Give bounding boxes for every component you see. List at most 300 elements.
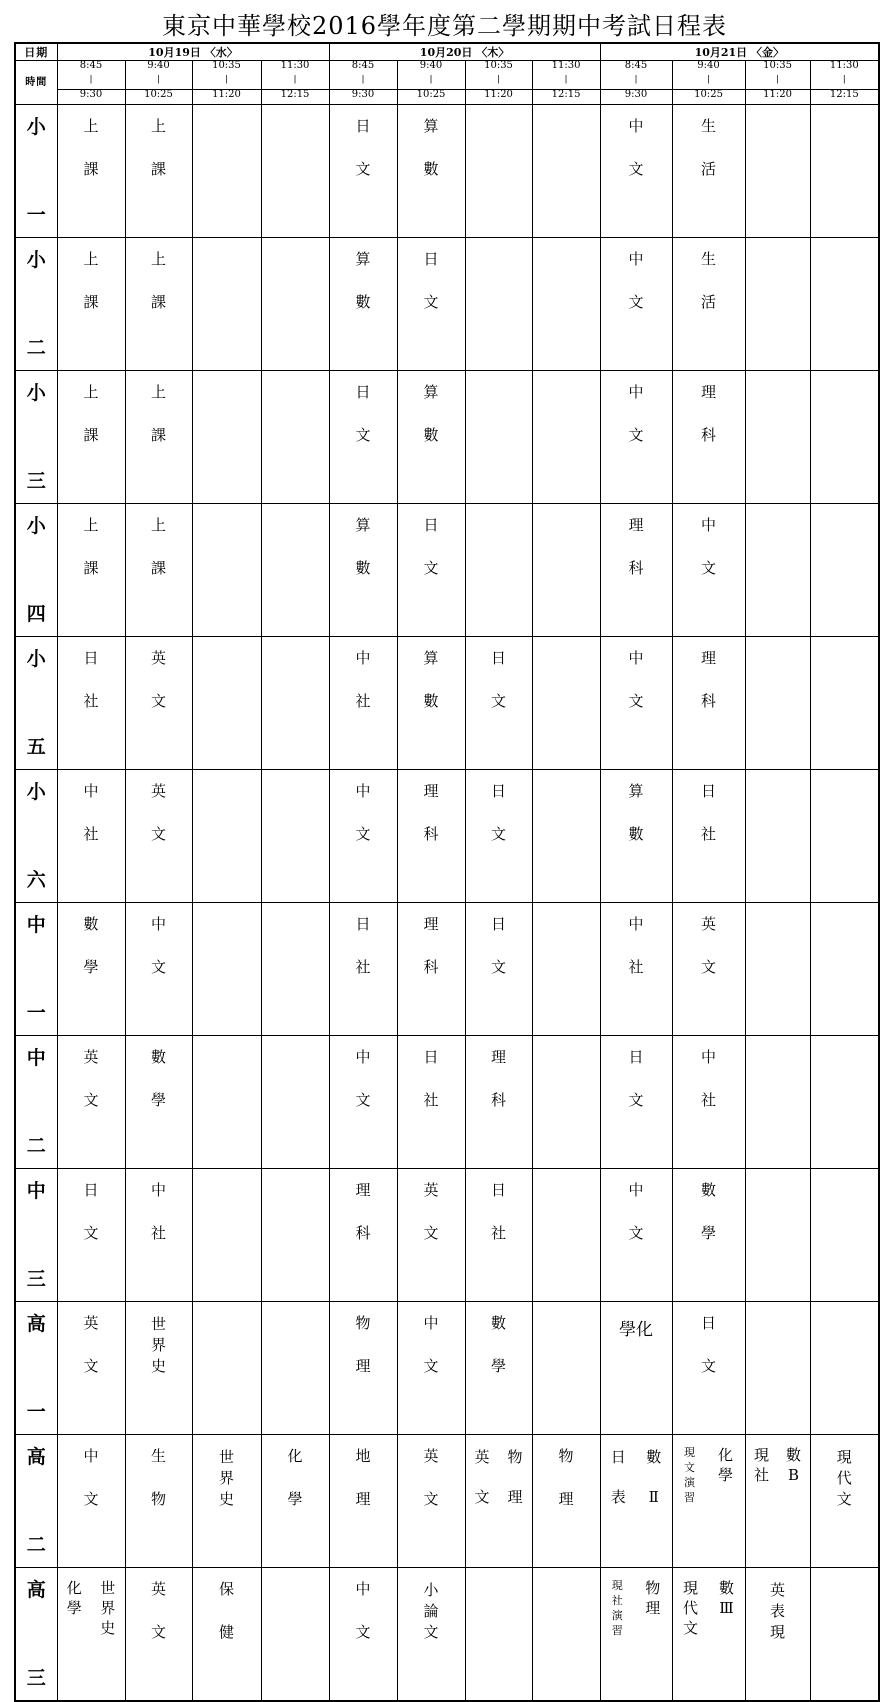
exam-subject-cell bbox=[261, 903, 329, 1036]
exam-subject-cell bbox=[810, 637, 879, 770]
page-title: 東京中華學校2016學年度第二學期期中考試日程表 bbox=[161, 12, 728, 40]
exam-subject-cell bbox=[745, 105, 810, 238]
split-subject-wrap bbox=[466, 1435, 532, 1567]
exam-subject-cell bbox=[672, 504, 745, 637]
split-subject-cell bbox=[600, 1435, 672, 1568]
exam-subject: 中 文 bbox=[628, 1181, 644, 1242]
exam-subject: 數 學 bbox=[150, 1048, 166, 1109]
grade-row bbox=[15, 1302, 879, 1435]
exam-subject: 保 健 bbox=[218, 1580, 234, 1641]
grade-label bbox=[15, 238, 57, 371]
exam-subject-cell bbox=[125, 903, 192, 1036]
exam-subject-cell bbox=[745, 637, 810, 770]
day-header-3: 10月21日 〈金〉 bbox=[600, 43, 879, 61]
exam-subject: 英 文 bbox=[474, 1448, 490, 1506]
grade-label bbox=[15, 637, 57, 770]
exam-subject-cell bbox=[600, 1169, 672, 1302]
time-tick-cell: | bbox=[261, 75, 329, 90]
exam-subject: 日 社 bbox=[491, 1181, 507, 1242]
split-subject-cell bbox=[600, 1568, 672, 1702]
exam-subject: 日 文 bbox=[491, 915, 507, 976]
exam-subject-cell bbox=[57, 770, 125, 903]
exam-subject: 英 文 bbox=[701, 915, 717, 976]
exam-subject-cell bbox=[600, 105, 672, 238]
grade-label bbox=[15, 1302, 57, 1435]
grade-label bbox=[15, 1169, 57, 1302]
exam-subject: 世 界 史 bbox=[218, 1448, 234, 1508]
split-subject-cell bbox=[465, 1435, 532, 1568]
exam-subject-cell bbox=[465, 1169, 532, 1302]
exam-subject: 世 界 史 bbox=[150, 1315, 166, 1375]
time-tick-cell: | bbox=[532, 75, 600, 90]
exam-subject: 中 社 bbox=[355, 649, 371, 710]
exam-subject-cell bbox=[397, 1169, 465, 1302]
exam-subject: 數 Ⅱ bbox=[646, 1448, 662, 1506]
exam-subject-cell bbox=[672, 770, 745, 903]
exam-subject: 學化 bbox=[619, 1320, 654, 1340]
exam-subject: 日 文 bbox=[628, 1048, 644, 1109]
exam-subject-cell bbox=[810, 770, 879, 903]
exam-subject-cell bbox=[125, 770, 192, 903]
time-tick-cell: | bbox=[397, 75, 465, 90]
exam-subject-cell bbox=[125, 1036, 192, 1169]
exam-subject-cell bbox=[192, 371, 261, 504]
exam-subject-cell bbox=[125, 1302, 192, 1435]
exam-subject: 日 文 bbox=[83, 1181, 99, 1242]
exam-subject-cell bbox=[600, 903, 672, 1036]
exam-subject-cell bbox=[810, 105, 879, 238]
exam-subject: 算 數 bbox=[355, 250, 371, 311]
exam-subject-cell bbox=[329, 1568, 397, 1702]
end-time-cell: 10:25 bbox=[397, 90, 465, 105]
exam-subject: 數 學 bbox=[491, 1314, 507, 1375]
exam-subject: 中 文 bbox=[701, 516, 717, 577]
exam-subject-cell bbox=[192, 1435, 261, 1568]
exam-subject: 中 文 bbox=[355, 1048, 371, 1109]
split-subject-cell bbox=[672, 1435, 745, 1568]
grade-label bbox=[15, 371, 57, 504]
exam-subject-cell bbox=[532, 770, 600, 903]
exam-subject-cell bbox=[192, 1036, 261, 1169]
exam-subject-cell bbox=[600, 1302, 672, 1435]
exam-subject-cell bbox=[125, 1568, 192, 1702]
exam-subject: 中 文 bbox=[150, 915, 166, 976]
exam-subject-cell bbox=[397, 770, 465, 903]
exam-subject-cell bbox=[57, 1435, 125, 1568]
split-subject-wrap bbox=[673, 1435, 745, 1567]
day-header-1: 10月19日 〈水〉 bbox=[57, 43, 329, 61]
grade-label bbox=[15, 1036, 57, 1169]
split-subject-wrap bbox=[673, 1568, 745, 1700]
exam-subject-cell bbox=[600, 504, 672, 637]
exam-subject: 上 課 bbox=[150, 383, 166, 444]
exam-subject: 日 文 bbox=[701, 1314, 717, 1375]
end-time-cell: 12:15 bbox=[532, 90, 600, 105]
exam-subject-cell bbox=[532, 238, 600, 371]
time-tick-cell: | bbox=[600, 75, 672, 90]
exam-subject-cell bbox=[192, 1302, 261, 1435]
exam-subject-cell bbox=[192, 637, 261, 770]
exam-subject-cell bbox=[192, 1169, 261, 1302]
tick-row bbox=[15, 75, 879, 90]
exam-subject: 物 理 bbox=[507, 1448, 523, 1506]
exam-subject: 中 社 bbox=[701, 1048, 717, 1109]
exam-subject-cell bbox=[532, 1302, 600, 1435]
end-time-cell: 12:15 bbox=[261, 90, 329, 105]
exam-subject: 上 課 bbox=[83, 117, 99, 178]
exam-subject-cell bbox=[397, 1036, 465, 1169]
exam-subject-cell bbox=[810, 903, 879, 1036]
exam-subject: 物 理 bbox=[355, 1314, 371, 1375]
exam-subject-cell bbox=[261, 1169, 329, 1302]
exam-subject-cell bbox=[261, 637, 329, 770]
exam-subject-cell bbox=[465, 371, 532, 504]
exam-subject-cell bbox=[465, 1568, 532, 1702]
time-tick-cell: | bbox=[329, 75, 397, 90]
exam-subject: 化 學 bbox=[66, 1579, 82, 1617]
start-time-cell: 10:35 bbox=[465, 61, 532, 76]
exam-subject-cell bbox=[465, 637, 532, 770]
grade-row bbox=[15, 371, 879, 504]
exam-subject-cell bbox=[672, 105, 745, 238]
split-subject-wrap bbox=[746, 1435, 810, 1567]
exam-subject: 物 理 bbox=[558, 1447, 574, 1508]
exam-subject: 理 科 bbox=[491, 1048, 507, 1109]
exam-subject: 英 文 bbox=[423, 1181, 439, 1242]
grade-label-text: 中 一 bbox=[26, 914, 46, 1024]
grade-row bbox=[15, 238, 879, 371]
grade-row bbox=[15, 637, 879, 770]
exam-subject-cell bbox=[397, 637, 465, 770]
grade-label-text: 中 三 bbox=[26, 1180, 46, 1290]
exam-subject-cell bbox=[261, 238, 329, 371]
exam-subject: 上 課 bbox=[83, 516, 99, 577]
exam-subject-cell bbox=[810, 238, 879, 371]
exam-subject-cell bbox=[600, 637, 672, 770]
exam-subject-cell bbox=[672, 903, 745, 1036]
exam-subject-cell bbox=[261, 504, 329, 637]
exam-subject-cell bbox=[329, 105, 397, 238]
exam-subject: 算 數 bbox=[423, 383, 439, 444]
exam-subject-cell bbox=[329, 637, 397, 770]
time-tick-cell: | bbox=[192, 75, 261, 90]
exam-subject: 數 B bbox=[786, 1446, 802, 1484]
exam-subject-cell bbox=[600, 770, 672, 903]
start-time-cell: 10:35 bbox=[192, 61, 261, 76]
exam-subject: 數 學 bbox=[701, 1181, 717, 1242]
start-time-cell: 11:30 bbox=[810, 61, 879, 76]
exam-subject: 數 學 bbox=[83, 915, 99, 976]
exam-subject-cell bbox=[329, 1302, 397, 1435]
date-header-row bbox=[15, 43, 879, 61]
exam-subject-cell bbox=[600, 1036, 672, 1169]
exam-subject: 算 數 bbox=[355, 516, 371, 577]
end-time-cell: 10:25 bbox=[672, 90, 745, 105]
exam-subject-cell bbox=[397, 371, 465, 504]
exam-subject-cell bbox=[810, 1169, 879, 1302]
exam-subject-cell bbox=[125, 504, 192, 637]
time-tick-cell: | bbox=[125, 75, 192, 90]
exam-subject: 上 課 bbox=[83, 250, 99, 311]
grade-row bbox=[15, 1036, 879, 1169]
exam-subject: 理 科 bbox=[355, 1181, 371, 1242]
exam-subject-cell bbox=[329, 1169, 397, 1302]
exam-subject-cell bbox=[57, 105, 125, 238]
exam-subject-cell bbox=[261, 1568, 329, 1702]
grade-row bbox=[15, 1169, 879, 1302]
end-time-cell: 12:15 bbox=[810, 90, 879, 105]
exam-subject: 日 社 bbox=[701, 782, 717, 843]
exam-subject: 英 文 bbox=[83, 1314, 99, 1375]
exam-subject: 上 課 bbox=[83, 383, 99, 444]
exam-subject-cell bbox=[125, 105, 192, 238]
exam-subject: 日 社 bbox=[355, 915, 371, 976]
grade-row bbox=[15, 105, 879, 238]
exam-subject-cell bbox=[192, 903, 261, 1036]
exam-subject: 理 科 bbox=[701, 649, 717, 710]
exam-subject-cell bbox=[465, 105, 532, 238]
start-time-cell: 9:40 bbox=[397, 61, 465, 76]
exam-subject-cell bbox=[125, 238, 192, 371]
exam-subject-cell bbox=[329, 1036, 397, 1169]
exam-subject-cell bbox=[329, 1435, 397, 1568]
exam-subject: 數 Ⅲ bbox=[719, 1579, 735, 1617]
exam-subject-cell bbox=[745, 1169, 810, 1302]
exam-subject-cell bbox=[672, 238, 745, 371]
exam-subject: 小 論 文 bbox=[423, 1581, 439, 1641]
exam-subject: 算 數 bbox=[628, 782, 644, 843]
exam-subject: 日 文 bbox=[423, 516, 439, 577]
exam-subject: 理 科 bbox=[423, 782, 439, 843]
end-time-cell: 11:20 bbox=[745, 90, 810, 105]
start-time-row bbox=[15, 61, 879, 76]
exam-subject-cell bbox=[745, 371, 810, 504]
exam-subject-cell bbox=[261, 1302, 329, 1435]
exam-subject: 英 文 bbox=[150, 782, 166, 843]
exam-subject-cell bbox=[261, 105, 329, 238]
exam-subject-cell bbox=[397, 1435, 465, 1568]
exam-subject: 生 物 bbox=[150, 1447, 166, 1508]
time-tick-cell: | bbox=[745, 75, 810, 90]
split-subject-cell bbox=[745, 1435, 810, 1568]
grade-label-text: 高 二 bbox=[26, 1446, 46, 1556]
exam-subject: 生 活 bbox=[701, 250, 717, 311]
exam-subject: 日 文 bbox=[355, 117, 371, 178]
exam-subject-cell bbox=[465, 903, 532, 1036]
grade-label bbox=[15, 1435, 57, 1568]
exam-subject: 中 文 bbox=[355, 782, 371, 843]
exam-subject-cell bbox=[261, 371, 329, 504]
exam-subject-cell bbox=[532, 1435, 600, 1568]
end-time-cell: 11:20 bbox=[192, 90, 261, 105]
exam-subject: 化 學 bbox=[287, 1447, 303, 1508]
exam-subject: 日 文 bbox=[355, 383, 371, 444]
exam-subject-cell bbox=[745, 1568, 810, 1702]
exam-subject-cell bbox=[397, 1302, 465, 1435]
exam-subject: 上 課 bbox=[150, 250, 166, 311]
exam-subject-cell bbox=[745, 770, 810, 903]
split-subject-wrap bbox=[601, 1435, 672, 1567]
exam-subject-cell bbox=[745, 238, 810, 371]
start-time-cell: 8:45 bbox=[57, 61, 125, 76]
grade-label-text: 小 二 bbox=[26, 249, 46, 359]
exam-subject-cell bbox=[465, 1036, 532, 1169]
grade-label-text: 小 四 bbox=[26, 515, 46, 625]
exam-subject: 世 界 史 bbox=[100, 1579, 116, 1637]
exam-subject-cell bbox=[192, 1568, 261, 1702]
exam-subject-cell bbox=[329, 504, 397, 637]
grade-label-text: 高 一 bbox=[26, 1313, 46, 1423]
exam-subject-cell bbox=[532, 371, 600, 504]
exam-subject-cell bbox=[57, 1036, 125, 1169]
grade-label bbox=[15, 1568, 57, 1702]
end-time-row bbox=[15, 90, 879, 105]
exam-subject-cell bbox=[672, 1036, 745, 1169]
exam-subject-cell bbox=[397, 238, 465, 371]
exam-subject-cell bbox=[261, 1435, 329, 1568]
exam-subject-cell bbox=[532, 1036, 600, 1169]
exam-subject: 中 社 bbox=[83, 782, 99, 843]
exam-subject: 日 文 bbox=[491, 782, 507, 843]
grade-label-text: 小 三 bbox=[26, 382, 46, 492]
exam-subject-cell bbox=[57, 637, 125, 770]
exam-subject: 上 課 bbox=[150, 117, 166, 178]
end-time-cell: 11:20 bbox=[465, 90, 532, 105]
end-time-cell: 10:25 bbox=[125, 90, 192, 105]
exam-subject: 日 社 bbox=[423, 1048, 439, 1109]
exam-subject-cell bbox=[465, 238, 532, 371]
time-tick-cell: | bbox=[465, 75, 532, 90]
exam-subject-cell bbox=[600, 371, 672, 504]
grade-label-text: 高 三 bbox=[26, 1579, 46, 1689]
time-tick-cell: | bbox=[810, 75, 879, 90]
grade-label-text: 小 五 bbox=[26, 648, 46, 758]
exam-subject-cell bbox=[532, 1169, 600, 1302]
split-subject-cell bbox=[57, 1568, 125, 1702]
exam-subject: 日 社 bbox=[83, 649, 99, 710]
grade-label bbox=[15, 770, 57, 903]
grade-label-text: 小 六 bbox=[26, 781, 46, 891]
exam-subject: 中 社 bbox=[150, 1181, 166, 1242]
exam-subject: 中 文 bbox=[628, 250, 644, 311]
grade-label bbox=[15, 105, 57, 238]
exam-subject-cell bbox=[672, 637, 745, 770]
start-time-cell: 11:30 bbox=[261, 61, 329, 76]
grade-row bbox=[15, 1568, 879, 1702]
exam-subject: 理 科 bbox=[423, 915, 439, 976]
split-subject-wrap bbox=[58, 1568, 125, 1700]
exam-subject: 地 理 bbox=[355, 1447, 371, 1508]
exam-subject: 現 文 演 習 bbox=[684, 1446, 696, 1504]
start-time-cell: 8:45 bbox=[329, 61, 397, 76]
exam-subject-cell bbox=[745, 1036, 810, 1169]
exam-subject: 日 文 bbox=[491, 649, 507, 710]
exam-subject: 現 社 bbox=[754, 1446, 770, 1484]
exam-subject: 化 學 bbox=[718, 1446, 734, 1484]
exam-subject-cell bbox=[532, 637, 600, 770]
exam-subject-cell bbox=[672, 371, 745, 504]
grade-label bbox=[15, 504, 57, 637]
grade-label-text: 中 二 bbox=[26, 1047, 46, 1157]
exam-subject-cell bbox=[810, 1036, 879, 1169]
exam-subject-cell bbox=[465, 1302, 532, 1435]
start-time-cell: 10:35 bbox=[745, 61, 810, 76]
exam-subject-cell bbox=[397, 105, 465, 238]
end-time-cell: 9:30 bbox=[57, 90, 125, 105]
time-tick-cell: | bbox=[57, 75, 125, 90]
start-time-cell: 9:40 bbox=[672, 61, 745, 76]
exam-subject: 英 文 bbox=[150, 1580, 166, 1641]
time-tick-cell: | bbox=[672, 75, 745, 90]
exam-subject-cell bbox=[57, 903, 125, 1036]
exam-subject-cell bbox=[745, 903, 810, 1036]
exam-subject-cell bbox=[329, 238, 397, 371]
exam-subject-cell bbox=[192, 504, 261, 637]
exam-subject: 英 文 bbox=[150, 649, 166, 710]
exam-subject: 英 文 bbox=[423, 1447, 439, 1508]
exam-subject-cell bbox=[125, 371, 192, 504]
exam-subject-cell bbox=[57, 1169, 125, 1302]
schedule-table bbox=[14, 42, 880, 1702]
exam-subject-cell bbox=[465, 770, 532, 903]
exam-subject-cell bbox=[810, 1568, 879, 1702]
exam-subject-cell bbox=[125, 637, 192, 770]
exam-subject-cell bbox=[810, 371, 879, 504]
exam-subject-cell bbox=[745, 1302, 810, 1435]
start-time-cell: 11:30 bbox=[532, 61, 600, 76]
exam-subject-cell bbox=[397, 903, 465, 1036]
exam-subject-cell bbox=[57, 504, 125, 637]
exam-subject-cell bbox=[397, 1568, 465, 1702]
grade-row bbox=[15, 504, 879, 637]
exam-subject: 現 社 演 習 bbox=[611, 1579, 623, 1637]
split-subject-wrap bbox=[601, 1568, 672, 1700]
exam-subject: 上 課 bbox=[150, 516, 166, 577]
exam-subject-cell bbox=[810, 1302, 879, 1435]
exam-subject-cell bbox=[600, 238, 672, 371]
exam-subject-cell bbox=[532, 903, 600, 1036]
exam-subject-cell bbox=[192, 238, 261, 371]
grade-row bbox=[15, 770, 879, 903]
exam-subject-cell bbox=[329, 371, 397, 504]
exam-subject: 中 文 bbox=[628, 383, 644, 444]
exam-subject-cell bbox=[192, 770, 261, 903]
exam-subject-cell bbox=[672, 1169, 745, 1302]
grade-row bbox=[15, 903, 879, 1036]
exam-subject: 算 數 bbox=[423, 649, 439, 710]
exam-subject-cell bbox=[329, 903, 397, 1036]
exam-subject-cell bbox=[810, 504, 879, 637]
exam-subject-cell bbox=[125, 1435, 192, 1568]
exam-subject: 中 文 bbox=[355, 1580, 371, 1641]
day-header-2: 10月20日 〈木〉 bbox=[329, 43, 600, 61]
exam-subject-cell bbox=[57, 238, 125, 371]
grade-row bbox=[15, 1435, 879, 1568]
exam-subject: 中 文 bbox=[423, 1314, 439, 1375]
exam-subject-cell bbox=[57, 371, 125, 504]
exam-subject: 英 表 現 bbox=[770, 1581, 786, 1641]
exam-subject: 中 文 bbox=[628, 117, 644, 178]
exam-subject-cell bbox=[261, 770, 329, 903]
exam-subject-cell bbox=[465, 504, 532, 637]
exam-subject: 現 代 文 bbox=[836, 1448, 852, 1508]
end-time-cell: 9:30 bbox=[329, 90, 397, 105]
exam-subject-cell bbox=[192, 105, 261, 238]
grade-label bbox=[15, 903, 57, 1036]
time-label: 時間 bbox=[15, 61, 57, 105]
exam-subject: 中 文 bbox=[628, 649, 644, 710]
exam-subject: 物 理 bbox=[645, 1579, 661, 1617]
